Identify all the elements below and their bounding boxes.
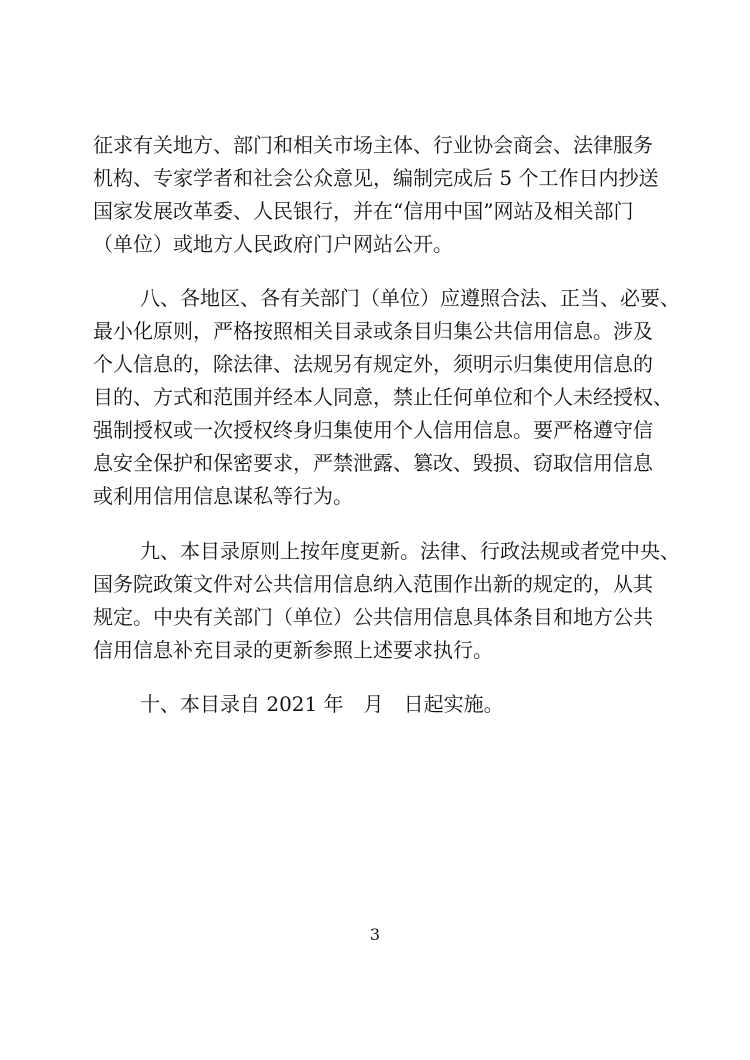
line-text: 九、本目录原则上按年度更新。法律、行政法规或者党中央、 [140,539,680,563]
text-line [0,630,750,670]
line-text: 息安全保护和保密要求，严禁泄露、篡改、毁损、窃取信用信息 [93,451,653,475]
line-text: 机构、专家学者和社会公众意见，编制完成后 5 个工作日内抄送 [93,166,659,190]
line-text: 最小化原则，严格按照相关目录或条目归集公共信用信息。涉及 [93,319,653,343]
line-text: 国家发展改革委、人民银行，并在“信用中国”网站及相关部门 [93,199,634,223]
line-text: 规定。中央有关部门（单位）公共信用信息具体条目和地方公共 [93,605,653,629]
line-text: （单位）或地方人民政府门户网站公开。 [93,232,453,256]
line-text: 强制授权或一次授权终身归集使用个人信用信息。要严格遵守信 [93,418,653,442]
text-line [0,476,750,516]
line-text: 征求有关地方、部门和相关市场主体、行业协会商会、法律服务 [93,133,653,157]
page-number: 3 [369,925,381,944]
text-line [0,224,750,264]
line-text: 国务院政策文件对公共信用信息纳入范围作出新的规定的，从其 [93,572,653,596]
line-text: 八、各地区、各有关部门（单位）应遵照合法、正当、必要、 [140,286,680,310]
line-text: 十、本目录自 2021 年 月 日起实施。 [140,692,504,716]
line-text: 或利用信用信息谋私等行为。 [93,484,353,508]
line-text: 个人信息的，除法律、法规另有规定外，须明示归集使用信息的 [93,352,653,376]
line-text: 目的、方式和范围并经本人同意，禁止任何单位和个人未经授权、 [93,385,673,409]
line-text: 信用信息补充目录的更新参照上述要求执行。 [93,638,493,662]
text-line [0,684,750,724]
